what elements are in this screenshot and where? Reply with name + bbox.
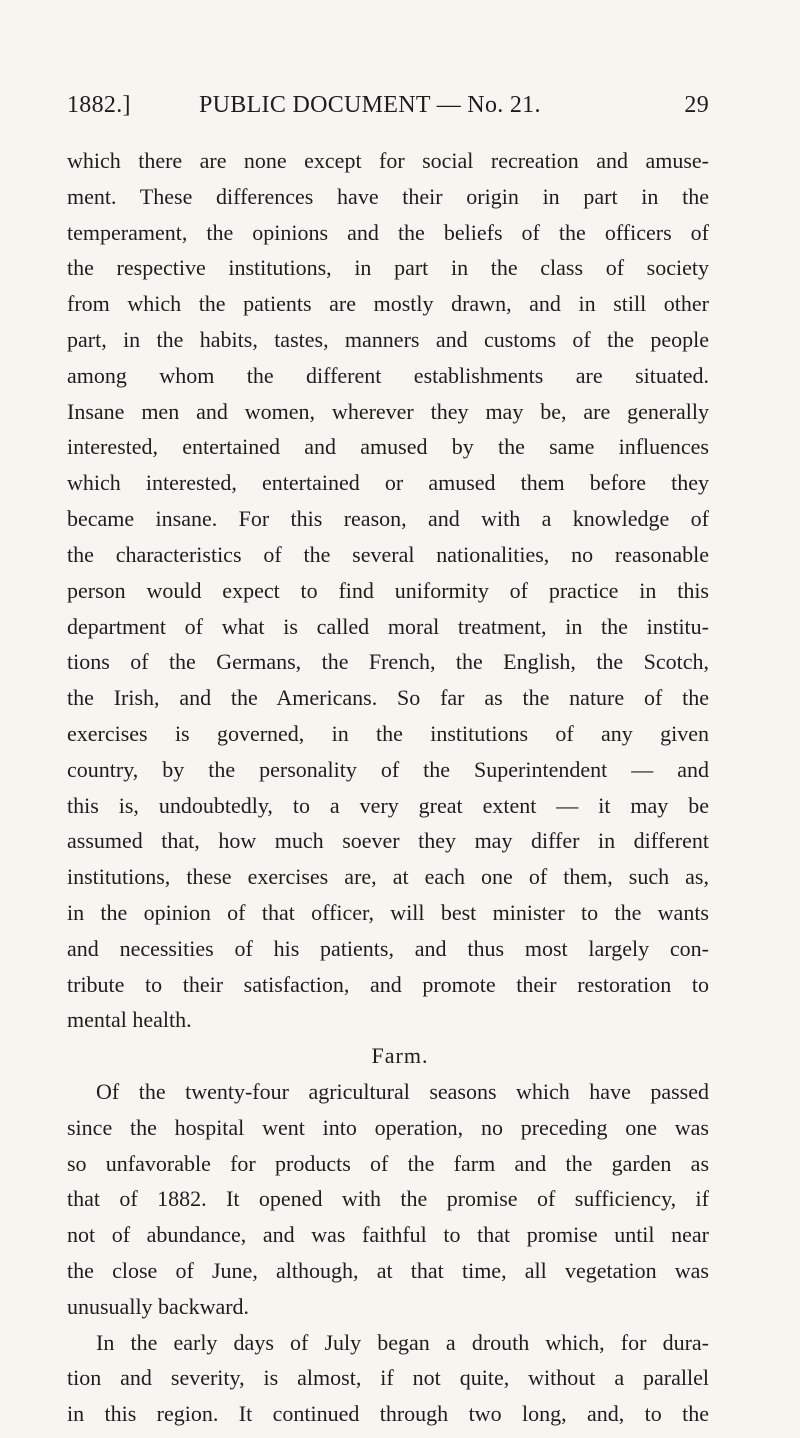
text-line: part, in the habits, tastes, manners and customs of the people — [67, 327, 709, 352]
text-line: not of abundance, and was faithful to that promise until near — [67, 1222, 709, 1248]
text-line: mental health. — [67, 1007, 192, 1033]
text-line: person would expect to find uniformity of practice in this — [67, 577, 709, 603]
text-line: since the hospital went into operation, no preceding one was — [67, 1114, 709, 1140]
text-line: interested, entertained and amused by the same influences — [67, 434, 709, 460]
text-line: department of what is called moral treatment, in the institu- — [67, 613, 709, 639]
text-line: assumed that, how much soever they may differ in different — [67, 828, 709, 854]
text-line: which interested, entertained or amused them before they — [67, 470, 709, 496]
text-line: in the opinion of that officer, will best minister to the wants — [67, 899, 709, 925]
text-line: the characteristics of the several nationalities, no reasonable — [67, 541, 709, 567]
page-header — [67, 92, 709, 128]
text-line: among whom the different establishments are situated. — [67, 362, 709, 388]
text-line: Insane men and women, wherever they may be, are generally — [67, 398, 709, 424]
header-title: PUBLIC DOCUMENT — No. 21. — [199, 92, 541, 118]
text-line: this is, undoubtedly, to a very great extent — it may be — [67, 792, 709, 818]
header-year: 1882.] — [67, 92, 131, 118]
text-line: that of 1882. It opened with the promise of sufficiency, if — [67, 1186, 709, 1212]
text-line: in this region. It continued through two long, and, to the — [67, 1401, 709, 1427]
text-line: unusually backward. — [67, 1293, 250, 1319]
text-line: tion and severity, is almost, if not quite, without a parallel — [67, 1365, 709, 1391]
text-line: and necessities of his patients, and thus most largely con- — [67, 935, 709, 961]
text-line: ment. These differences have their origin in part in the — [67, 183, 709, 209]
text-line: temperament, the opinions and the beliefs of the officers of — [67, 219, 709, 245]
text-line: became insane. For this reason, and with a knowledge of — [67, 506, 709, 532]
text-line: country, by the personality of the Superintendent — and — [67, 756, 709, 782]
text-line: Of the twenty-four agricultural seasons which have passed — [96, 1078, 709, 1104]
text-line: the Irish, and the Americans. So far as the nature of the — [67, 685, 709, 711]
text-line: the respective institutions, in part in the class of society — [67, 255, 709, 281]
text-line: exercises is governed, in the institutions of any given — [67, 720, 709, 746]
text-line: tribute to their satisfaction, and promote their restoration to — [67, 971, 709, 997]
page-number: 29 — [684, 92, 709, 118]
text-line: institutions, these exercises are, at each one of them, such as, — [67, 864, 709, 890]
text-line: In the early days of July began a drouth which, for dura- — [96, 1329, 709, 1355]
text-line: which there are none except for social recreation and amuse- — [67, 148, 709, 173]
text-line: from which the patients are mostly drawn, and in still other — [67, 291, 709, 317]
text-line: so unfavorable for products of the farm and the garden as — [67, 1150, 709, 1176]
section-heading: Farm. — [371, 1043, 429, 1069]
text-line: the close of June, although, at that time, all vegetation was — [67, 1258, 709, 1283]
text-line: tions of the Germans, the French, the English, the Scotch, — [67, 649, 709, 675]
